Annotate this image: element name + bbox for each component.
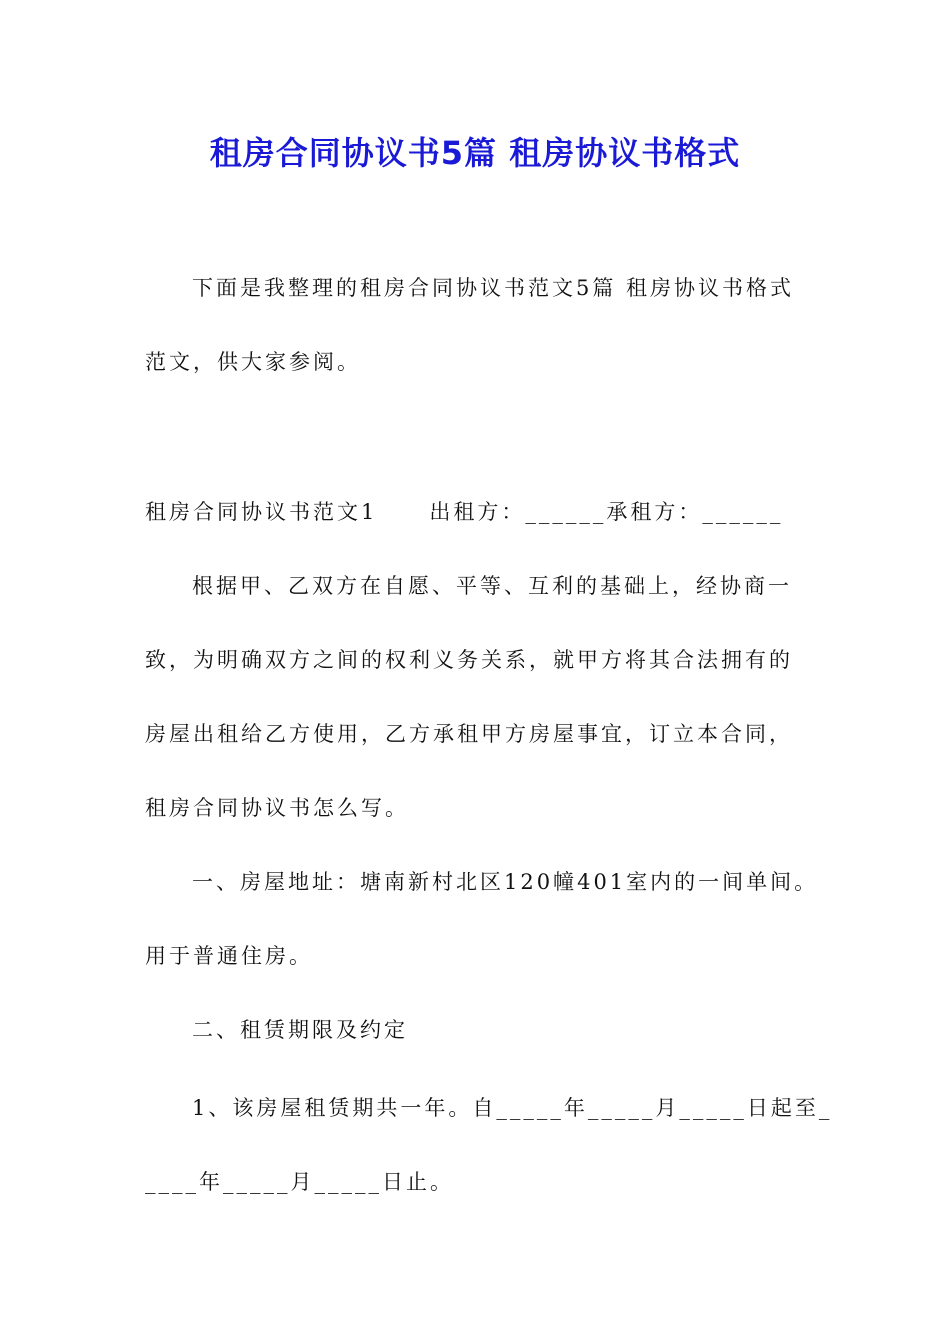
clause-2-item-1-line-2: ____年_____月_____日止。 bbox=[145, 1170, 454, 1194]
clause-2-item-1-line-1: 1、该房屋租赁期共一年。自_____年_____月_____日起至_ bbox=[192, 1096, 833, 1120]
section-heading: 租房合同协议书范文1 bbox=[145, 500, 378, 524]
clause-2-heading: 二、租赁期限及约定 bbox=[192, 1018, 408, 1042]
clause-1-line-1: 一、房屋地址：塘南新村北区120幢401室内的一间单间。 bbox=[192, 870, 819, 894]
intro-line-2: 范文，供大家参阅。 bbox=[145, 350, 361, 374]
intro-line-1: 下面是我整理的租房合同协议书范文5篇 租房协议书格式 bbox=[192, 276, 795, 300]
section-heading-row bbox=[145, 496, 783, 526]
paragraph-line: 房屋出租给乙方使用，乙方承租甲方房屋事宜，订立本合同， bbox=[145, 722, 793, 746]
paragraph-line: 致，为明确双方之间的权利义务关系，就甲方将其合法拥有的 bbox=[145, 648, 793, 672]
parties-line: 出租方：______承租方：______ bbox=[429, 500, 784, 524]
paragraph-line: 根据甲、乙双方在自愿、平等、互利的基础上，经协商一 bbox=[192, 574, 792, 598]
clause-1-line-2: 用于普通住房。 bbox=[145, 944, 313, 968]
paragraph-line: 租房合同协议书怎么写。 bbox=[145, 796, 409, 820]
document-title: 租房合同协议书5篇 租房协议书格式 bbox=[209, 134, 741, 172]
